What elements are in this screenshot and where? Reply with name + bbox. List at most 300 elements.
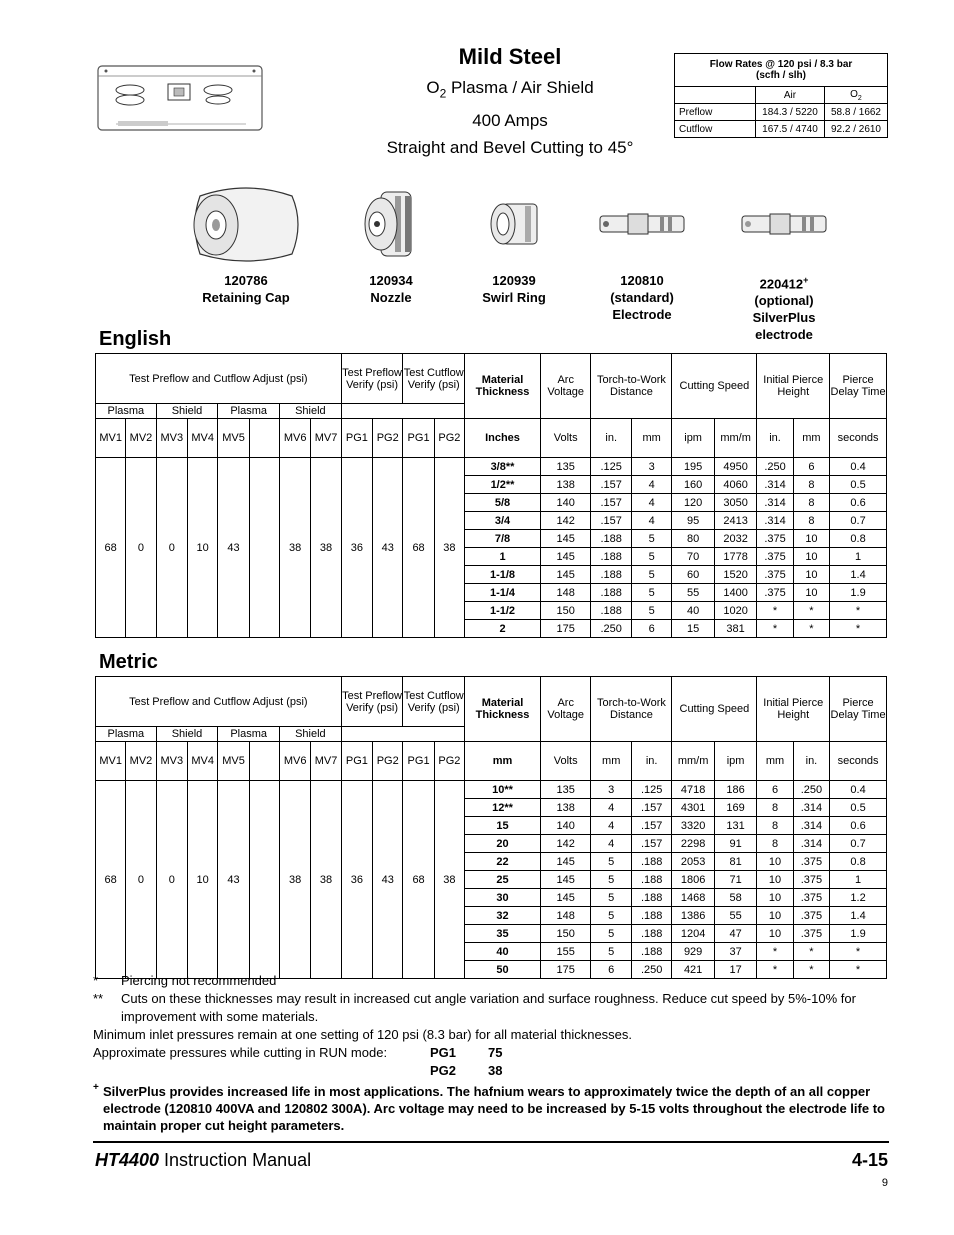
setting-value [249,458,279,638]
electrode-icon [592,184,692,264]
value-cell: .314 [793,817,829,835]
value-cell: .314 [757,476,793,494]
part-retaining-cap [178,184,314,306]
part-number: 120810 [620,273,664,288]
setting-value: 38 [311,781,341,979]
value-cell: 0.8 [830,853,887,871]
thickness-cell: 15 [465,817,541,835]
part-number-sup: + [803,275,809,285]
value-cell: 421 [672,961,714,979]
run-mode-pg2 [93,1062,893,1080]
value-cell: .250 [591,620,631,638]
setting-value: 68 [96,781,126,979]
part-electrode [582,184,702,323]
value-cell: * [830,961,887,979]
value-cell: 175 [540,620,591,638]
value-cell: 71 [714,871,756,889]
preflow-verify-header: Test Preflow Verify (psi) [341,354,403,404]
cutflow-verify-header: Test Cutflow Verify (psi) [403,677,465,727]
footer-rule [93,1141,889,1143]
silverplus-row [93,1083,893,1134]
cutting-speed-header: Cutting Speed [672,677,757,742]
run-mode-pg1 [93,1044,893,1062]
value-cell: 4 [631,494,671,512]
value-cell: 58 [714,889,756,907]
flow-row-label: Preflow [675,104,756,121]
shield-group: Shield [280,727,342,742]
value-cell: .375 [793,889,829,907]
value-cell: 37 [714,943,756,961]
value-cell: 5 [631,548,671,566]
note-mark: * [93,973,99,988]
unit-label: in. [631,742,671,781]
valve-label: MV2 [126,742,156,781]
value-cell: .314 [793,799,829,817]
value-cell: 2032 [714,530,756,548]
thickness-cell: 3/8** [465,458,541,476]
value-cell: 5 [631,602,671,620]
part-number: 120786 [224,273,268,288]
part-number: 120939 [492,273,536,288]
value-cell: 148 [540,584,591,602]
flow-rates-title [675,54,888,87]
value-cell: .188 [591,584,631,602]
value-cell: .375 [757,548,793,566]
silverplus-electrode-icon [734,184,834,264]
unit-label: Volts [540,419,591,458]
part-name-2: SilverPlus [752,310,816,326]
flow-air-value: 184.3 / 5220 [756,104,825,121]
part-name: (optional) [754,293,814,309]
value-cell: 5 [591,907,631,925]
page-title: Mild Steel [458,44,562,69]
gas-console-icon [96,62,266,136]
metric-heading: Metric [99,651,158,673]
value-cell: 175 [540,961,591,979]
plasma-group: Plasma [218,404,280,419]
value-cell: 0.6 [830,494,887,512]
value-cell: * [830,620,887,638]
unit-label: Volts [540,742,591,781]
note-double-star [93,990,893,1026]
setting-value: 0 [126,458,156,638]
value-cell: 8 [793,494,829,512]
value-cell: 0.5 [830,799,887,817]
value-cell: .375 [757,584,793,602]
value-cell: .314 [757,494,793,512]
value-cell: 70 [672,548,714,566]
setting-value: 43 [373,781,403,979]
gauge-label: PG1 [403,419,434,458]
value-cell: .188 [591,602,631,620]
gauge-label: PG2 [373,419,403,458]
part-swirl-ring [462,184,566,306]
value-cell: 8 [757,817,793,835]
value-cell: .188 [631,925,671,943]
value-cell: 4 [591,799,631,817]
part-number-text: 220412 [759,276,804,292]
value-cell: 1520 [714,566,756,584]
valve-label: MV6 [280,419,311,458]
thickness-cell: 5/8 [465,494,541,512]
valve-label: MV5 [218,742,249,781]
process-line [360,74,660,107]
setting-value: 0 [126,781,156,979]
thickness-cell: 1-1/8 [465,566,541,584]
value-cell: 4301 [672,799,714,817]
unit-label: mm/m [714,419,756,458]
value-cell: 6 [757,781,793,799]
value-cell: .125 [591,458,631,476]
setting-value: 38 [434,458,464,638]
valve-label: MV4 [188,742,218,781]
valve-label: MV5 [218,419,249,458]
value-cell: .125 [631,781,671,799]
value-cell: .157 [631,799,671,817]
value-cell: 91 [714,835,756,853]
flow-units-text: (scfh / slh) [755,70,806,81]
part-silverplus-electrode [718,184,850,343]
value-cell: 6 [591,961,631,979]
value-cell: 150 [540,602,591,620]
part-number [718,272,850,292]
thickness-cell: 12** [465,799,541,817]
pg1-label: PG1 [430,1045,457,1060]
shield-group: Shield [156,404,218,419]
value-cell: 145 [540,566,591,584]
value-cell: 8 [757,799,793,817]
thickness-cell: 22 [465,853,541,871]
shield-group: Shield [156,727,218,742]
adjust-header: Test Preflow and Cutflow Adjust (psi) [96,677,342,727]
flow-title-text: Flow Rates @ 120 psi / 8.3 bar [709,59,853,70]
setting-value: 38 [434,781,464,979]
gauge-label: PG2 [434,419,464,458]
flow-col-o2 [824,87,887,104]
value-cell: 2413 [714,512,756,530]
page-number: 4-15 [851,1150,888,1170]
value-cell: 0.7 [830,835,887,853]
valve-label: MV2 [126,419,156,458]
value-cell: 4 [631,476,671,494]
pierce-height-header: Initial Pierce Height [757,354,830,419]
value-cell: 4 [631,512,671,530]
value-cell: .157 [591,494,631,512]
value-cell: 8 [757,835,793,853]
value-cell: 5 [591,853,631,871]
flow-air-value: 167.5 / 4740 [756,121,825,138]
value-cell: 195 [672,458,714,476]
value-cell: 145 [540,871,591,889]
english-cut-table [95,353,887,638]
value-cell: 169 [714,799,756,817]
value-cell: .375 [793,871,829,889]
value-cell: 1204 [672,925,714,943]
flow-rates-table [674,53,888,138]
value-cell: 15 [672,620,714,638]
value-cell: 10 [757,853,793,871]
value-cell: 1.2 [830,889,887,907]
flow-blank [675,87,756,104]
unit-label: mm [757,742,793,781]
value-cell: 10 [793,530,829,548]
value-cell: 1806 [672,871,714,889]
flow-row [675,104,888,121]
value-cell: 47 [714,925,756,943]
value-cell: 0.5 [830,476,887,494]
value-cell: 0.4 [830,458,887,476]
value-cell: 8 [793,476,829,494]
thickness-cell: 7/8 [465,530,541,548]
value-cell: 145 [540,548,591,566]
model-name: HT4400 [95,1150,160,1170]
preflow-verify-header: Test Preflow Verify (psi) [341,677,403,727]
unit-label: ipm [714,742,756,781]
value-cell: 5 [591,925,631,943]
value-cell: 3050 [714,494,756,512]
value-cell: .314 [793,835,829,853]
value-cell: .250 [631,961,671,979]
plasma-group: Plasma [96,404,157,419]
value-cell: 4 [591,835,631,853]
gas-subscript: 2 [439,86,447,101]
value-cell: 131 [714,817,756,835]
units-row [96,742,887,781]
value-cell: 140 [540,494,591,512]
gauge-label: PG1 [341,742,372,781]
nozzle-icon [351,184,431,264]
unit-label: mm/m [672,742,714,781]
value-cell: 1 [830,548,887,566]
header-row [96,677,887,727]
value-cell: 6 [793,458,829,476]
value-cell: * [793,943,829,961]
english-heading: English [99,328,172,350]
value-cell: 1.9 [830,925,887,943]
value-cell: .157 [591,512,631,530]
value-cell: .157 [631,835,671,853]
value-cell: * [757,943,793,961]
units-row [96,419,887,458]
thickness-cell: 40 [465,943,541,961]
setting-value: 36 [341,458,372,638]
silverplus-note [93,1083,893,1134]
setting-value: 0 [156,458,187,638]
value-cell: 138 [540,799,591,817]
valve-label: MV6 [280,742,311,781]
flow-o2-value: 92.2 / 2610 [824,121,887,138]
metric-data-rows [96,781,887,979]
setting-value: 38 [280,458,311,638]
value-cell: .157 [631,817,671,835]
table-row [96,781,887,799]
material-header: Material Thickness [465,677,541,742]
value-cell: 0.4 [830,781,887,799]
value-cell: 142 [540,835,591,853]
value-cell: 148 [540,907,591,925]
pierce-delay-header: Pierce Delay Time [830,354,887,419]
value-cell: 155 [540,943,591,961]
value-cell: 381 [714,620,756,638]
plasma-group: Plasma [218,727,280,742]
part-number: 120934 [369,273,413,288]
value-cell: 5 [591,943,631,961]
value-cell: .375 [757,566,793,584]
value-cell: 1.4 [830,907,887,925]
value-cell: .188 [631,907,671,925]
unit-label: mm [465,742,541,781]
torch-distance-header: Torch-to-Work Distance [591,354,672,419]
value-cell: 55 [672,584,714,602]
value-cell: .188 [631,889,671,907]
value-cell: .250 [793,781,829,799]
setting-value: 68 [403,458,434,638]
value-cell: 95 [672,512,714,530]
value-cell: * [830,943,887,961]
title-block [360,44,660,161]
pg2-spacer [93,1062,430,1080]
o2-subscript: 2 [857,94,862,102]
value-cell: 3 [631,458,671,476]
value-cell: 4060 [714,476,756,494]
value-cell: .250 [757,458,793,476]
valve-label [249,419,279,458]
value-cell: 10 [757,907,793,925]
value-cell: 138 [540,476,591,494]
setting-value: 43 [218,458,249,638]
setting-value: 36 [341,781,372,979]
torch-distance-header: Torch-to-Work Distance [591,677,672,742]
footer-manual-title [95,1150,311,1171]
thickness-cell: 1/2** [465,476,541,494]
value-cell: 1400 [714,584,756,602]
gauge-label: PG1 [403,742,434,781]
value-cell: 160 [672,476,714,494]
note-star [93,972,893,990]
verify-group-blank [341,404,464,419]
note-text: Piercing not recommended [121,973,277,988]
value-cell: 10 [757,889,793,907]
thickness-cell: 35 [465,925,541,943]
unit-label: mm [631,419,671,458]
value-cell: 3320 [672,817,714,835]
run-mode-note: Approximate pressures while cutting in RUN mode: [93,1045,388,1060]
unit-label: mm [591,742,631,781]
value-cell: 6 [631,620,671,638]
shield-group: Shield [280,404,342,419]
setting-value: 38 [280,781,311,979]
gas-console-illustration [96,62,266,141]
thickness-cell: 10** [465,781,541,799]
gauge-label: PG2 [434,742,464,781]
value-cell: 5 [631,566,671,584]
valve-label: MV3 [156,742,187,781]
unit-label: Inches [465,419,541,458]
gauge-label: PG2 [373,742,403,781]
part-name-3: electrode [755,327,813,343]
adjust-header: Test Preflow and Cutflow Adjust (psi) [96,354,342,404]
thickness-cell: 32 [465,907,541,925]
material-header: Material Thickness [465,354,541,419]
valve-label: MV7 [311,419,341,458]
pierce-delay-header: Pierce Delay Time [830,677,887,742]
metric-cut-table [95,676,887,979]
value-cell: .188 [631,853,671,871]
thickness-cell: 1-1/2 [465,602,541,620]
value-cell: * [830,602,887,620]
amperage-line: 400 Amps [472,111,548,131]
setting-value: 43 [373,458,403,638]
value-cell: 5 [591,889,631,907]
part-name: Retaining Cap [202,290,290,305]
verify-group-blank [341,727,464,742]
value-cell: 4 [591,817,631,835]
part-name: Swirl Ring [482,290,546,305]
value-cell: 4950 [714,458,756,476]
value-cell: * [757,620,793,638]
unit-label: mm [793,419,829,458]
value-cell: 135 [540,781,591,799]
arc-voltage-header: Arc Voltage [540,677,591,742]
value-cell: 929 [672,943,714,961]
setting-value: 10 [188,781,218,979]
value-cell: 55 [714,907,756,925]
value-cell: .314 [757,512,793,530]
silverplus-text: SilverPlus provides increased life in most applications. The hafnium wears to approximately twice the depth of an all copper electrode (120810 400VA and 120802 300A). Arc voltage may need to be increased by 5-15 volts throughout the electrode life to maintain proper cut height parameters. [103,1084,885,1133]
part-name: (standard) [610,290,674,305]
value-cell: 10 [793,584,829,602]
pierce-height-header: Initial Pierce Height [757,677,830,742]
value-cell: .188 [631,943,671,961]
thickness-cell: 50 [465,961,541,979]
cutting-line: Straight and Bevel Cutting to 45° [386,138,634,158]
flow-o2-value: 58.8 / 1662 [824,104,887,121]
value-cell: 10 [757,871,793,889]
value-cell: * [793,620,829,638]
value-cell: 2053 [672,853,714,871]
value-cell: 1.9 [830,584,887,602]
thickness-cell: 25 [465,871,541,889]
setting-value: 68 [96,458,126,638]
value-cell: 120 [672,494,714,512]
gas-symbol: O [426,78,440,97]
thickness-cell: 2 [465,620,541,638]
unit-label: in. [793,742,829,781]
english-data-rows [96,458,887,638]
value-cell: 17 [714,961,756,979]
part-name-2: Electrode [612,307,672,322]
value-cell: 1468 [672,889,714,907]
table-row [96,458,887,476]
value-cell: 0.8 [830,530,887,548]
setting-value: 68 [403,781,434,979]
arc-voltage-header: Arc Voltage [540,354,591,419]
value-cell: .375 [793,925,829,943]
value-cell: * [757,961,793,979]
setting-value [249,781,279,979]
value-cell: .188 [591,566,631,584]
pg2-label: PG2 [430,1063,457,1078]
thickness-cell: 1-1/4 [465,584,541,602]
value-cell: * [757,602,793,620]
o2-symbol: O [850,88,858,100]
value-cell: .375 [793,853,829,871]
value-cell: .188 [631,871,671,889]
valve-label: MV7 [311,742,341,781]
value-cell: * [793,961,829,979]
value-cell: 145 [540,530,591,548]
value-cell: 0.6 [830,817,887,835]
